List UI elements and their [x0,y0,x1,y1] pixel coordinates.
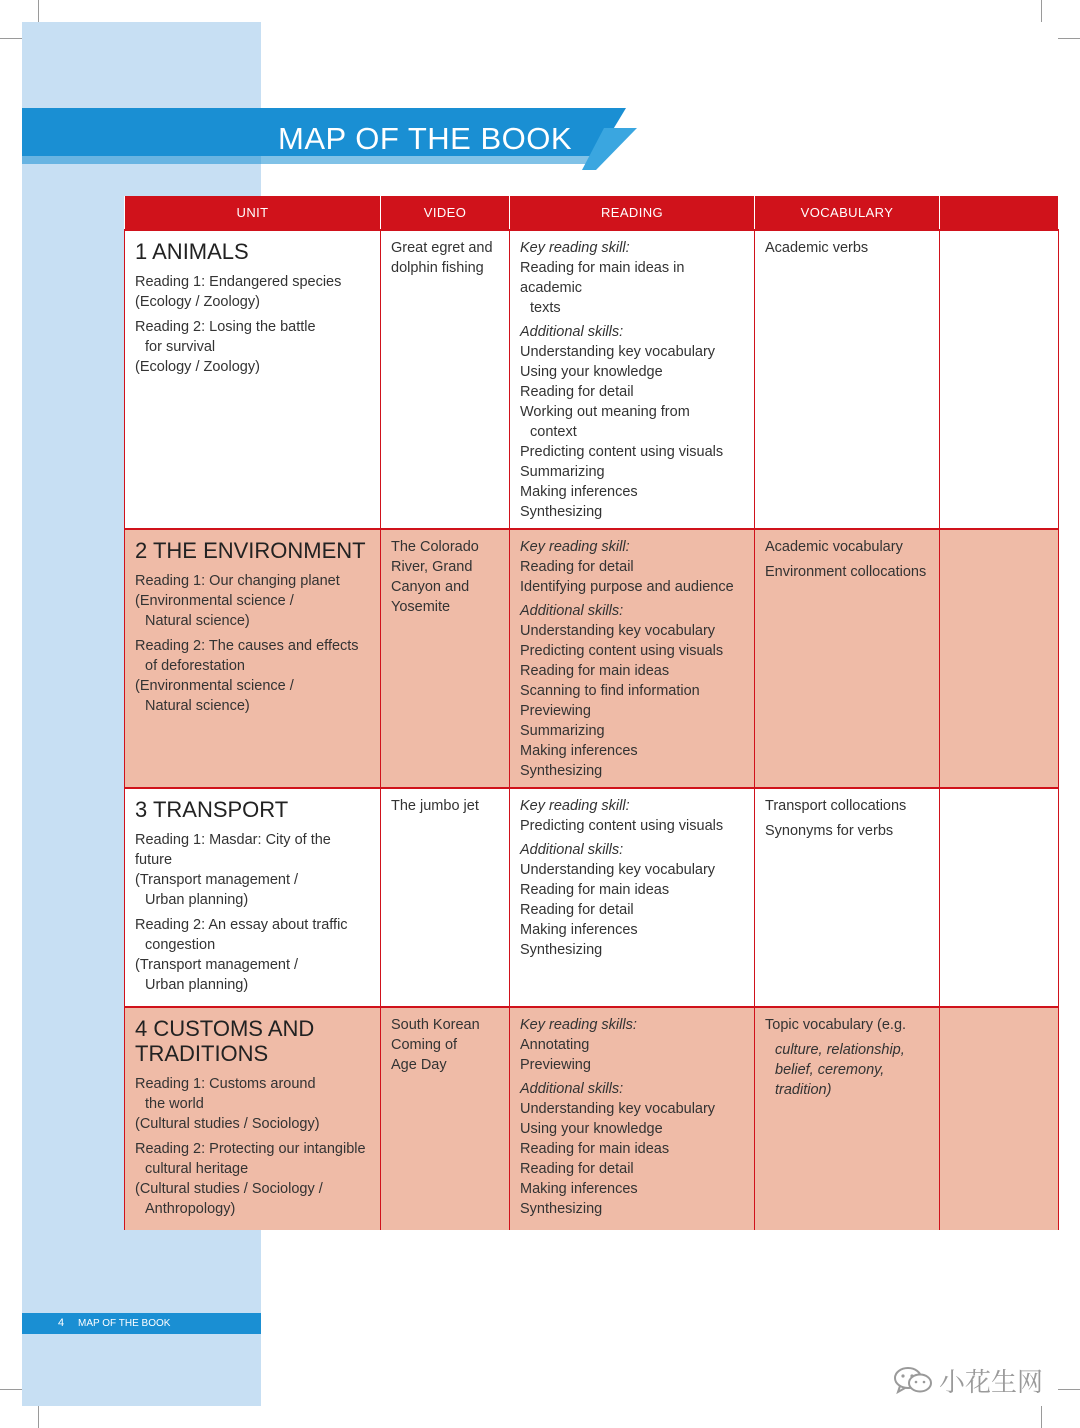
crop-mark [1058,1389,1080,1390]
skill-line: Reading for detail [520,384,634,400]
skill-line: Reading for main ideas [520,882,670,898]
reading-line: (Environmental science / [135,593,294,609]
video-line: Yosemite [391,599,451,615]
reading-entry [135,317,370,377]
skill-line: Scanning to find information [520,683,700,699]
skill-line: Reading for main ideas in academic [520,260,685,296]
additional-skill-label: Additional skills: [520,603,624,619]
skill-line: Summarizing [520,723,605,739]
skill-line: Working out meaning from [520,404,690,420]
reading-line: Natural science) [145,613,250,629]
reading-line: Natural science) [145,698,250,714]
extra-cell [940,788,1059,1007]
skill-line: Using your knowledge [520,364,663,380]
skill-line: Summarizing [520,464,605,480]
reading-entry [135,636,370,716]
reading-line: (Transport management / [135,872,299,888]
page-number: 4 [58,1317,65,1329]
table-row [125,230,1059,529]
vocabulary-cell [755,788,940,1007]
video-line: South Korean [391,1017,480,1033]
reading-line: Anthropology) [145,1201,236,1217]
crop-mark [1058,38,1080,39]
table-body [125,230,1059,1230]
unit-title-line: TRADITIONS [135,1041,269,1066]
reading-entry [135,1074,370,1134]
unit-title [135,1016,370,1066]
column-header-vocabulary: VOCABULARY [755,196,940,230]
vocabulary-line: Environment collocations [765,564,927,580]
reading-line: (Environmental science / [135,678,294,694]
reading-entry [135,1139,370,1219]
extra-cell [940,529,1059,788]
reading-line: (Transport management / [135,957,299,973]
key-skill-label: Key reading skill: [520,798,630,814]
extra-cell [940,230,1059,529]
reading-line: Reading 1: Endangered species [135,274,342,290]
key-skill-label: Key reading skills: [520,1017,637,1033]
skill-line: Using your knowledge [520,1121,663,1137]
vocabulary-line: Academic verbs [765,240,869,256]
reading-skills-cell [510,788,755,1007]
reading-line: Reading 1: Our changing planet [135,573,340,589]
crop-mark [0,1389,22,1390]
video-line: dolphin fishing [391,260,484,276]
skill-line: Reading for detail [520,1161,634,1177]
crop-mark [38,1406,39,1428]
column-header-extra [940,196,1059,230]
footer-bar [22,1313,261,1334]
skill-line: Understanding key vocabulary [520,862,716,878]
crop-mark [38,0,39,22]
skill-line: Making inferences [520,484,638,500]
reading-line: of deforestation [145,658,245,674]
footer-title: MAP OF THE BOOK [78,1318,171,1329]
skill-line: Understanding key vocabulary [520,623,716,639]
vocabulary-line: Topic vocabulary (e.g. [765,1017,907,1033]
video-line: Great egret and [391,240,493,256]
column-header-video: VIDEO [381,196,510,230]
reading-line: for survival [145,339,216,355]
skill-line: Reading for main ideas [520,1141,670,1157]
title-banner [22,108,642,172]
watermark [893,1362,1043,1398]
vocabulary-line: belief, ceremony, [775,1062,885,1078]
unit-cell [125,230,381,529]
video-line: Age Day [391,1057,447,1073]
additional-skill-label: Additional skills: [520,324,624,340]
vocabulary-cell [755,529,940,788]
reading-line: cultural heritage [145,1161,249,1177]
crop-mark [0,38,22,39]
unit-cell [125,788,381,1007]
skill-line: Identifying purpose and audience [520,579,734,595]
reading-line: Reading 1: Customs around [135,1076,316,1092]
watermark-text: 小花生网 [939,1366,1044,1397]
reading-line: Reading 2: The causes and effects [135,638,359,654]
skill-line: Predicting content using visuals [520,643,724,659]
video-cell [381,788,510,1007]
vocabulary-line: Synonyms for verbs [765,823,894,839]
reading-line: Reading 1: Masdar: City of the future [135,832,331,868]
skill-line: texts [530,300,561,316]
skill-line: Reading for detail [520,559,634,575]
vocabulary-line: culture, relationship, [775,1042,905,1058]
unit-title [135,239,370,264]
vocabulary-line: tradition) [775,1082,832,1098]
map-of-book-table [124,196,1059,1230]
skill-line: Predicting content using visuals [520,818,724,834]
video-line: The jumbo jet [391,798,479,814]
unit-title-line: 2 THE ENVIRONMENT [135,538,366,563]
skill-line: Previewing [520,703,591,719]
wechat-icon [893,1365,933,1395]
unit-title [135,797,370,822]
skill-line: Reading for detail [520,902,634,918]
reading-entry [135,830,370,910]
skill-line: Making inferences [520,922,638,938]
unit-title-line: 4 CUSTOMS AND [135,1016,315,1041]
video-cell [381,230,510,529]
vocabulary-cell [755,230,940,529]
skill-line: context [530,424,577,440]
key-skill-label: Key reading skill: [520,539,630,555]
column-header-unit: UNIT [125,196,381,230]
skill-line: Understanding key vocabulary [520,344,716,360]
reading-line: the world [145,1096,204,1112]
video-line: River, Grand [391,559,473,575]
skill-line: Annotating [520,1037,590,1053]
unit-title-line: 1 ANIMALS [135,239,249,264]
reading-line: Urban planning) [145,977,249,993]
reading-line: (Ecology / Zoology) [135,294,260,310]
unit-title [135,538,370,563]
skill-line: Predicting content using visuals [520,444,724,460]
reading-line: (Cultural studies / Sociology / [135,1181,323,1197]
reading-entry [135,272,370,312]
table-row [125,788,1059,1007]
vocabulary-line: Transport collocations [765,798,907,814]
crop-mark [1041,0,1042,22]
additional-skill-label: Additional skills: [520,842,624,858]
vocabulary-line: Academic vocabulary [765,539,903,555]
reading-skills-cell [510,529,755,788]
crop-mark [1041,1406,1042,1428]
reading-line: Reading 2: Protecting our intangible [135,1141,366,1157]
table-row [125,1007,1059,1230]
video-line: Canyon and [391,579,470,595]
reading-line: (Ecology / Zoology) [135,359,260,375]
skill-line: Understanding key vocabulary [520,1101,716,1117]
reading-line: Reading 2: An essay about traffic [135,917,348,933]
extra-cell [940,1007,1059,1230]
column-header-reading: READING [510,196,755,230]
reading-entry [135,915,370,995]
skill-line: Synthesizing [520,1201,603,1217]
video-line: The Colorado [391,539,479,555]
skill-line: Making inferences [520,1181,638,1197]
skill-line: Reading for main ideas [520,663,670,679]
video-cell [381,1007,510,1230]
reading-entry [135,571,370,631]
unit-cell [125,529,381,788]
skill-line: Synthesizing [520,504,603,520]
unit-title-line: 3 TRANSPORT [135,797,289,822]
key-skill-label: Key reading skill: [520,240,630,256]
reading-line: congestion [145,937,216,953]
video-line: Coming of [391,1037,458,1053]
skill-line: Synthesizing [520,942,603,958]
reading-line: Reading 2: Losing the battle [135,319,316,335]
skill-line: Previewing [520,1057,591,1073]
additional-skill-label: Additional skills: [520,1081,624,1097]
table-row [125,529,1059,788]
reading-skills-cell [510,230,755,529]
unit-cell [125,1007,381,1230]
skill-line: Making inferences [520,743,638,759]
reading-line: (Cultural studies / Sociology) [135,1116,320,1132]
skill-line: Synthesizing [520,763,603,779]
page-title: MAP OF THE BOOK [278,121,573,156]
video-cell [381,529,510,788]
vocabulary-cell [755,1007,940,1230]
table-header-row [125,196,1059,230]
reading-skills-cell [510,1007,755,1230]
reading-line: Urban planning) [145,892,249,908]
